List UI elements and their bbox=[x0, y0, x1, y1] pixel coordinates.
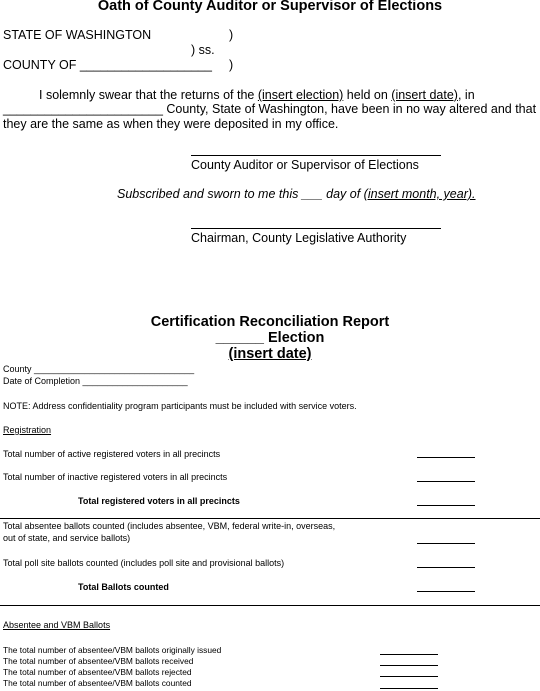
oath-text-a: I solemnly swear that the returns of the bbox=[39, 88, 258, 102]
absentee-counted-label-l1: Total absentee ballots counted (includes absentee, VBM, federal write-in, overseas, bbox=[3, 521, 336, 531]
absentee-counted-blank bbox=[417, 543, 475, 544]
insert-month-year-placeholder: (insert month, year). bbox=[363, 187, 476, 201]
total-registered-label: Total registered voters in all precincts bbox=[78, 496, 240, 506]
auditor-signer-label: County Auditor or Supervisor of Elections bbox=[191, 158, 419, 172]
vbm-rejected-blank bbox=[380, 676, 438, 677]
absentee-counted-label-l2: out of state, and service ballots) bbox=[3, 533, 131, 543]
report-election: ______ Election bbox=[215, 330, 325, 346]
signature-line-auditor bbox=[191, 155, 441, 156]
insert-election-placeholder: (insert election) bbox=[257, 88, 344, 102]
report-title: Certification Reconciliation Report bbox=[150, 314, 390, 330]
section-divider-2 bbox=[0, 605, 540, 606]
ss-label: ) ss. bbox=[191, 43, 215, 57]
signature-line-chairman bbox=[191, 228, 441, 229]
total-ballots-blank bbox=[417, 591, 475, 592]
oath-title: Oath of County Auditor or Supervisor of Elections bbox=[97, 0, 443, 14]
state-label: STATE OF WASHINGTON bbox=[3, 28, 152, 42]
vbm-received-blank bbox=[380, 665, 438, 666]
county-field: County ________________________________ bbox=[3, 364, 195, 374]
report-date: (insert date) bbox=[228, 346, 312, 362]
county-of-label: COUNTY OF ___________________ bbox=[3, 58, 212, 72]
state-paren: ) bbox=[229, 28, 234, 42]
total-ballots-label: Total Ballots counted bbox=[78, 582, 169, 592]
absentee-vbm-heading: Absentee and VBM Ballots bbox=[3, 620, 111, 630]
chairman-signer-label: Chairman, County Legislative Authority bbox=[191, 231, 407, 245]
subscribed-line bbox=[117, 187, 476, 201]
subscribed-text: Subscribed and sworn to me this ___ day of bbox=[117, 187, 364, 201]
inactive-voters-label: Total number of inactive registered voters in all precincts bbox=[3, 472, 228, 482]
active-voters-blank bbox=[417, 457, 475, 458]
poll-site-counted-label: Total poll site ballots counted (includes poll site and provisional ballots) bbox=[3, 558, 285, 568]
oath-text-b: held on bbox=[343, 88, 392, 102]
vbm-rejected-label: The total number of absentee/VBM ballots rejected bbox=[3, 667, 192, 677]
vbm-counted-label: The total number of absentee/VBM ballots counted bbox=[3, 678, 192, 688]
registration-heading: Registration bbox=[3, 425, 52, 435]
vbm-received-label: The total number of absentee/VBM ballots received bbox=[3, 656, 194, 666]
vbm-issued-label: The total number of absentee/VBM ballots originally issued bbox=[3, 645, 222, 655]
inactive-voters-blank bbox=[417, 481, 475, 482]
oath-paragraph-line2: _______________________ County, State of Washington, have been in no way altered and that bbox=[3, 102, 537, 116]
vbm-issued-blank bbox=[380, 654, 438, 655]
vbm-counted-blank bbox=[380, 688, 438, 689]
active-voters-label: Total number of active registered voters in all precincts bbox=[3, 449, 221, 459]
oath-text-c: , in bbox=[457, 88, 475, 102]
insert-date-placeholder: (insert date) bbox=[391, 88, 458, 102]
confidentiality-note: NOTE: Address confidentiality program participants must be included with service voters. bbox=[3, 401, 357, 411]
section-divider-1 bbox=[0, 518, 540, 519]
date-of-completion-field: Date of Completion _____________________ bbox=[3, 376, 188, 386]
oath-paragraph-line1 bbox=[39, 88, 475, 102]
county-paren: ) bbox=[229, 58, 234, 72]
poll-site-counted-blank bbox=[417, 567, 475, 568]
total-registered-blank bbox=[417, 505, 475, 506]
oath-paragraph-line3: they are the same as when they were deposited in my office. bbox=[3, 117, 339, 131]
